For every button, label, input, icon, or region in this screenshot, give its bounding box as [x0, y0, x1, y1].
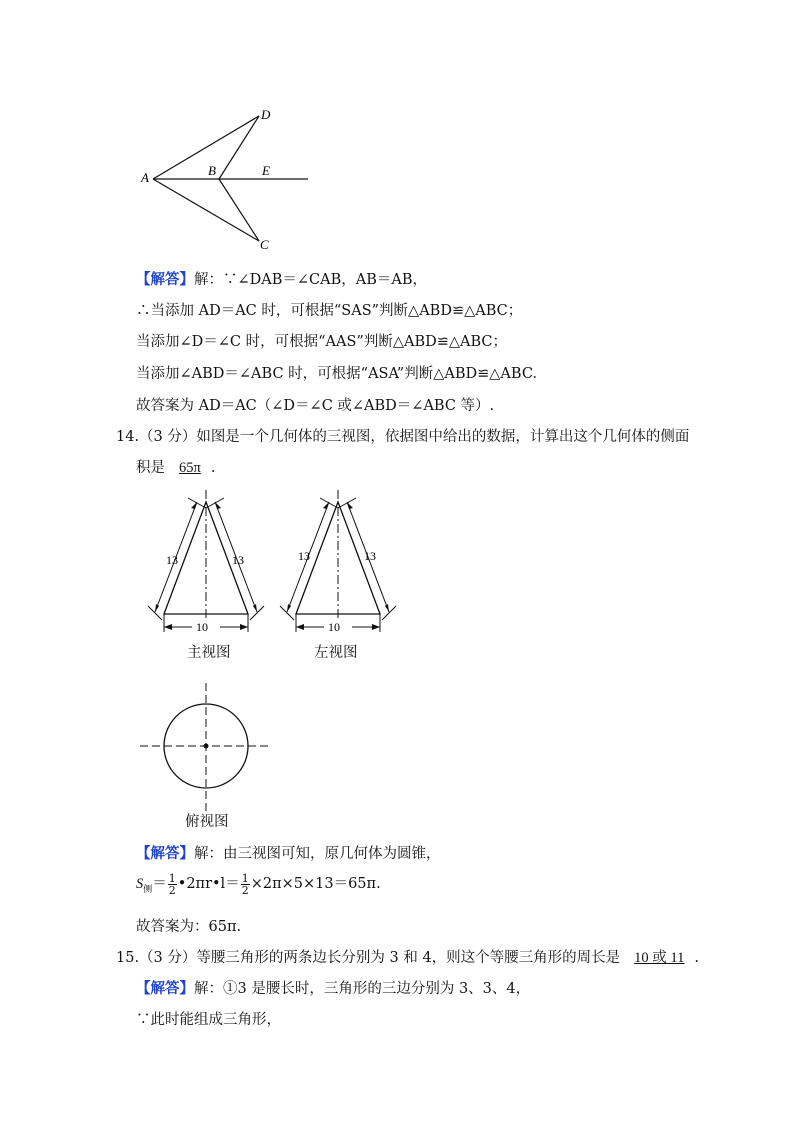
left-slant-left-label: 13	[298, 549, 310, 563]
front-view-figure	[140, 488, 280, 638]
q15-stem-text: 15.（3 分）等腰三角形的两条边长分别为 3 和 4，则这个等腰三角形的周长是	[116, 950, 621, 966]
formula-s: S	[136, 876, 144, 892]
q13-solution-line-1	[136, 268, 427, 289]
label-a: A	[141, 170, 149, 185]
formula-mid: •2πr•l＝	[177, 876, 240, 892]
q14-solution-line-3: 故答案为：65π.	[136, 919, 242, 935]
segment-ac	[153, 179, 259, 241]
front-slant-right-label: 13	[232, 553, 244, 567]
q13-solution-line-4: 当添加∠ABD＝∠ABC 时，可根据“ASA”判断△ABD≌△ABC.	[136, 366, 538, 382]
q14-stem: 14.（3 分）如图是一个几何体的三视图，依据图中给出的数据，计算出这个几何体的侧面	[116, 429, 690, 445]
segment-ad	[153, 116, 259, 179]
answer-tag: 【解答】	[136, 271, 194, 288]
fraction-half-2: $\frac{1}{2}$	[241, 871, 249, 897]
q13-text-1: 解：∵∠DAB＝∠CAB，AB＝AB，	[194, 272, 428, 288]
top-view-figure	[140, 683, 272, 811]
left-slant-right-label: 13	[364, 549, 376, 563]
geometry-figure	[135, 100, 320, 260]
q14-solution-line-1	[136, 842, 441, 863]
q13-solution-line-5: 故答案为 AD＝AC（∠D＝∠C 或∠ABD＝∠ABC 等）.	[136, 398, 495, 414]
top-view-caption: 俯视图	[185, 814, 229, 830]
q13-solution-line-2: ∴当添加 AD＝AC 时，可根据“SAS”判断△ABD≌△ABC；	[136, 303, 523, 319]
q14-stem-suffix: .	[210, 460, 216, 476]
segment-bd	[219, 116, 259, 179]
q15-answer-blank: 10 或 11	[634, 950, 685, 966]
q15-stem	[116, 946, 699, 967]
left-base-label: 10	[328, 620, 340, 634]
segment-bc	[219, 179, 259, 241]
answer-tag: 【解答】	[136, 845, 194, 862]
q15-solution-line-2: ∵此时能组成三角形，	[136, 1012, 281, 1028]
q13-solution-line-3: 当添加∠D＝∠C 时，可根据“AAS”判断△ABD≌△ABC；	[136, 334, 508, 350]
front-view-caption: 主视图	[187, 645, 231, 661]
left-view-caption: 左视图	[314, 645, 358, 661]
label-e: E	[262, 163, 270, 178]
left-view-figure	[272, 488, 412, 638]
label-c: C	[260, 237, 269, 252]
q14-formula: $S_侧=$ $\frac{1}{2}$ •2πr•l＝ $\frac{1}{2}$ ×2π×5×13＝65π.	[136, 871, 381, 897]
front-slant-left-label: 13	[166, 553, 178, 567]
q14-text-1: 解：由三视图可知，原几何体为圆锥，	[194, 846, 441, 862]
label-d: D	[261, 107, 271, 122]
front-base-label: 10	[196, 620, 208, 634]
q14-stem-prefix: 积是	[136, 460, 165, 476]
answer-tag: 【解答】	[136, 980, 194, 997]
formula-tail: ×2π×5×13＝65π.	[250, 876, 381, 892]
q15-text-1: 解：①3 是腰长时，三角形的三边分别为 3、3、4，	[194, 981, 531, 997]
label-b: B	[208, 163, 216, 178]
formula-sub: 侧	[143, 884, 153, 895]
q15-solution-line-1	[136, 977, 530, 998]
q14-stem-line-2	[136, 456, 215, 477]
fraction-half: $\frac{1}{2}$	[168, 871, 176, 897]
q15-stem-suffix: .	[694, 950, 699, 966]
q14-answer-blank: 65π	[179, 460, 201, 476]
